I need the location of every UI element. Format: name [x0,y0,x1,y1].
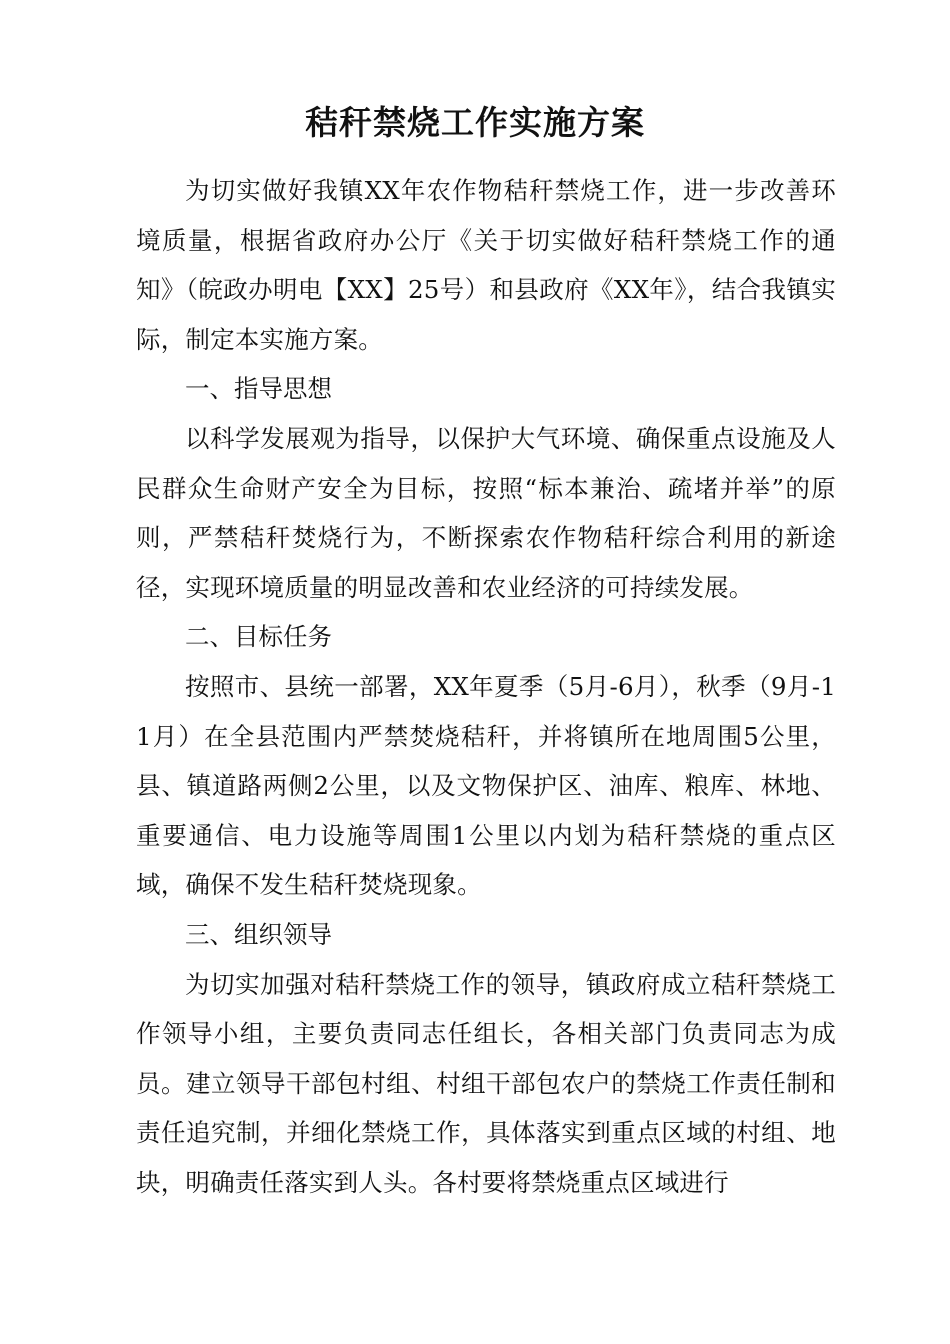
intro-paragraph: 为切实做好我镇XX年农作物秸秆禁烧工作，进一步改善环境质量，根据省政府办公厅《关于切实做好秸秆禁烧工作的通知》（皖政办明电【XX】25号）和县政府《XX年》，结合我镇实际，制定本实施方案。 [136,176,836,354]
section-text-objectives: 按照市、县统一部署，XX年夏季（5月-6月），秋季（9月-11月）在全县范围内严禁焚烧秸秆，并将镇所在地周围5公里，县、镇道路两侧2公里，以及文物保护区、油库、粮库、林地、重要通信、电力设施等周围1公里以内划为秸秆禁烧的重点区域，确保不发生秸秆焚烧现象。 [136,671,836,900]
section-heading-objectives: 二、目标任务 [185,622,332,652]
section-heading-guiding-ideology: 一、指导思想 [185,374,332,404]
section-text-guiding-ideology: 以科学发展观为指导，以保护大气环境、确保重点设施及人民群众生命财产安全为目标，按照“标本兼治、疏堵并举”的原则，严禁秸秆焚烧行为，不断探索农作物秸秆综合利用的新途径，实现环境质量的明显改善和农业经济的可持续发展。 [136,423,836,602]
section-text-leadership: 为切实加强对秸秆禁烧工作的领导，镇政府成立秸秆禁烧工作领导小组，主要负责同志任组长，各相关部门负责同志为成员。建立领导干部包村组、村组干部包农户的禁烧工作责任制和责任追究制，并细化禁烧工作，具体落实到重点区域的村组、地块，明确责任落实到人头。各村要将禁烧重点区域进行 [136,969,836,1197]
section-heading-leadership: 三、组织领导 [185,919,332,949]
document-body [136,166,836,1207]
document-title: 秸秆禁烧工作实施方案 [305,103,645,142]
